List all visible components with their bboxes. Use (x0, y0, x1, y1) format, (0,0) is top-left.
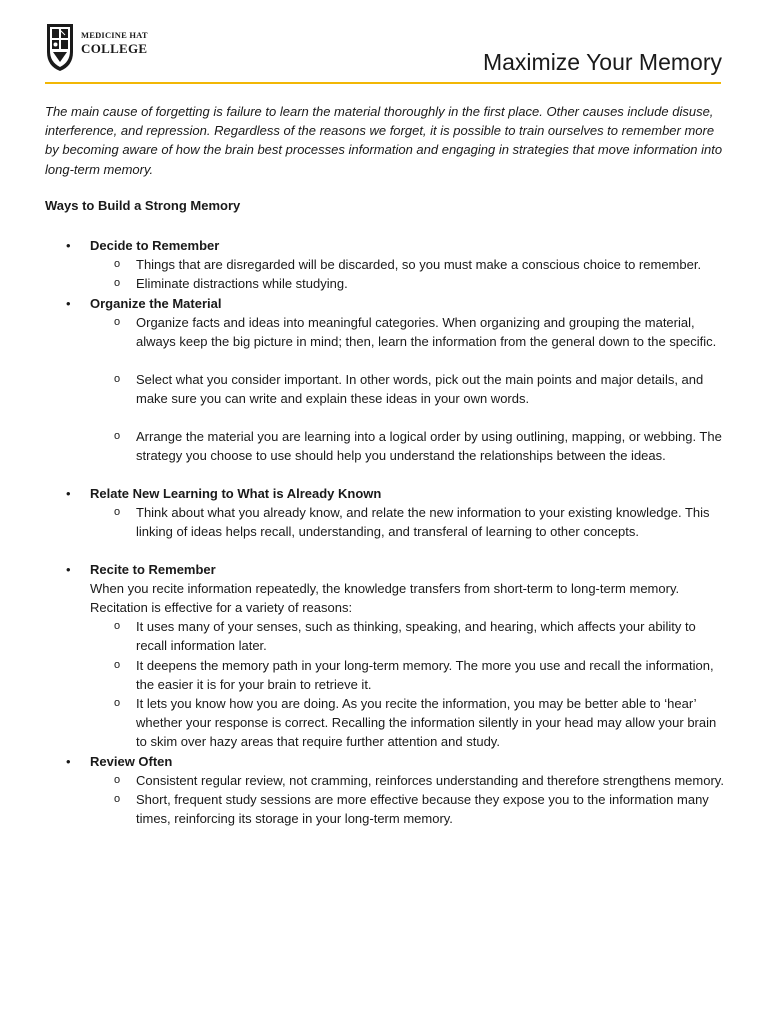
item-title: Decide to Remember (90, 238, 220, 253)
sub-bullet-icon: o (114, 315, 121, 328)
sub-bullet-icon: o (114, 658, 121, 671)
list-item (0, 236, 768, 294)
sub-bullet-icon: o (114, 620, 121, 633)
sub-item-text: Select what you consider important. In other words, pick out the main points and major details, and make sure you can write and explain these ideas in your own words. (136, 371, 704, 406)
sub-item-text: Think about what you already know, and relate the new information to your existing knowledge. This linking of ideas helps recall, understanding, and transferal of learning to other concepts. (136, 504, 710, 539)
sub-item (90, 313, 730, 351)
spacer (90, 408, 768, 427)
sub-bullet-icon: o (114, 505, 121, 518)
sub-item-text: Things that are disregarded will be discarded, so you must make a conscious choice to remember. (136, 257, 702, 273)
logo-line-1: MEDICINE HAT (81, 30, 148, 40)
sub-item (90, 427, 730, 465)
spacer (90, 465, 768, 484)
sub-item (90, 617, 730, 655)
sub-item (90, 694, 730, 752)
sub-list (90, 771, 768, 829)
item-title: Review Often (90, 753, 173, 769)
sub-list (90, 313, 768, 484)
sub-item-text: Arrange the material you are learning into a logical order by using outlining, mapping, or webbing. The strategy you choose to use should help you understand the relationships between the ideas. (136, 428, 722, 463)
sub-bullet-icon: o (114, 773, 121, 786)
college-logo (45, 22, 155, 74)
sub-item-text: Eliminate distractions while studying. (136, 276, 348, 292)
sub-list (90, 255, 768, 293)
sub-item (90, 370, 730, 408)
spacer (90, 351, 768, 370)
sub-bullet-icon: o (114, 277, 121, 290)
intro-paragraph: The main cause of forgetting is failure to learn the material thoroughly in the first place. Other causes include disuse, interference, and repression. Regardless of the reasons we forget, it is possible to train ourselves to remember more by becoming aware of how the brain best processes information and engaging in strategies that move information into long-term memory. (45, 104, 723, 177)
list-item (0, 294, 768, 484)
page-title: Maximize Your Memory (482, 49, 722, 75)
crest-icon (45, 22, 75, 72)
sub-bullet-icon: o (114, 793, 121, 806)
bullet-icon: • (66, 753, 71, 769)
sub-bullet-icon: o (114, 697, 121, 710)
item-title: Relate New Learning to What is Already Known (90, 485, 382, 501)
list-item (0, 484, 768, 560)
bullet-icon: • (66, 485, 71, 501)
strategy-list (0, 236, 768, 828)
sub-item (90, 771, 730, 790)
logo-wordmark (81, 31, 148, 55)
sub-item-text: It lets you know how you are doing. As you recite the information, you may be better able to ‘hear’ whether your response is correct. Recalling the information silently in your head may allow your brain to skim over hazy areas that require further attention and study. (136, 696, 717, 750)
sub-item-text: Organize facts and ideas into meaningful categories. When organizing and grouping the material, always keep the big picture in mind; then, learn the information from the general down to the specific. (136, 314, 717, 350)
item-title: Organize the Material (90, 295, 222, 311)
sub-item (90, 274, 730, 293)
sub-bullet-icon: o (114, 258, 121, 271)
sub-item (90, 656, 730, 694)
logo-line-2: COLLEGE (81, 40, 148, 56)
sub-item (90, 503, 730, 541)
sub-item (90, 790, 730, 828)
sub-item-text: Short, frequent study sessions are more effective because they expose you to the information many times, reinforcing its storage in your long-term memory. (136, 792, 709, 827)
list-item (0, 560, 768, 752)
header-divider (45, 82, 721, 84)
sub-list (90, 617, 768, 751)
bullet-icon: • (66, 295, 71, 311)
sub-list (90, 503, 768, 560)
sub-item-text: Consistent regular review, not cramming, reinforces understanding and therefore strengthens memory. (136, 772, 724, 788)
sub-bullet-icon: o (114, 372, 121, 385)
bullet-icon: • (66, 238, 71, 253)
bullet-icon: • (66, 561, 71, 577)
sub-item-text: It deepens the memory path in your long-term memory. The more you use and recall the information, the easier it is for your brain to retrieve it. (136, 657, 714, 692)
section-heading: Ways to Build a Strong Memory (45, 198, 241, 213)
list-item (0, 752, 768, 829)
item-title: Recite to Remember (90, 561, 216, 577)
sub-item (90, 255, 730, 274)
spacer (90, 541, 768, 560)
sub-bullet-icon: o (114, 429, 121, 442)
sub-item-text: It uses many of your senses, such as thinking, speaking, and hearing, which affects your ability to recall information later. (136, 619, 696, 654)
item-intro: When you recite information repeatedly, the knowledge transfers from short-term to long-term memory. Recitation is effective for a variety of reasons: (90, 580, 680, 616)
